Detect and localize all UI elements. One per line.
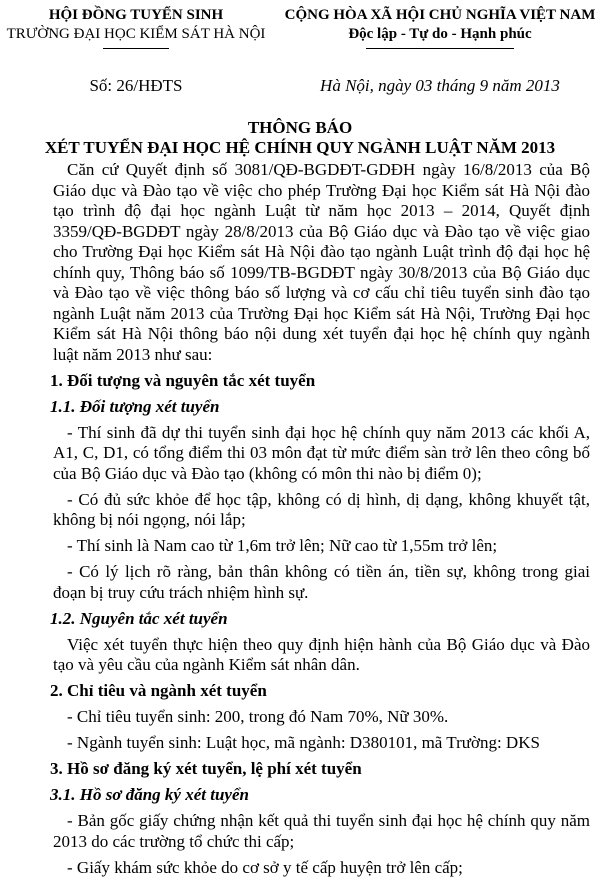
document-title xyxy=(0,118,600,158)
title-line-1: THÔNG BÁO xyxy=(247,118,353,137)
title-line-2: XÉT TUYỂN ĐẠI HỌC HỆ CHÍNH QUY NGÀNH LUẬT NĂM 2013 xyxy=(44,138,556,157)
section-1-2-paragraph: Việc xét tuyển thực hiện theo quy định hiện hành của Bộ Giáo dục và Đào tạo và yêu cầu của ngành Kiểm sát nhân dân. xyxy=(53,634,590,674)
list-item: - Bản gốc giấy chứng nhận kết quả thi tuyển sinh đại học hệ chính quy năm 2013 do các trường tổ chức thi cấp; xyxy=(53,811,590,851)
list-item: - Thí sinh là Nam cao từ 1,6m trở lên; Nữ cao từ 1,55m trở lên; xyxy=(67,536,498,555)
national-header xyxy=(282,6,598,49)
section-1-1-heading: 1.1. Đối tượng xét tuyển xyxy=(50,396,220,416)
list-item: - Giấy khám sức khỏe do cơ sở y tế cấp huyện trở lên cấp; xyxy=(67,857,463,877)
section-1-2-heading: 1.2. Nguyên tắc xét tuyển xyxy=(50,608,228,628)
section-2-heading: 2. Chỉ tiêu và ngành xét tuyển xyxy=(50,681,267,700)
list-item: - Có lý lịch rõ ràng, bản thân không có tiền án, tiền sự, không trong giai đoạn bị truy cứu trách nhiệm hình sự. xyxy=(53,562,590,602)
section-3-1-heading: 3.1. Hồ sơ đăng ký xét tuyển xyxy=(50,785,249,804)
issuer-council: HỘI ĐỒNG TUYỂN SINH xyxy=(48,7,224,23)
national-title: CỘNG HÒA XÃ HỘI CHỦ NGHĨA VIỆT NAM xyxy=(284,7,596,23)
list-item: - Có đủ sức khỏe để học tập, không có dị hình, dị dạng, không khuyết tật, không bị nói ngọng, nói lắp; xyxy=(53,489,590,529)
issuer-school: TRƯỜNG ĐẠI HỌC KIỂM SÁT HÀ NỘI xyxy=(6,26,266,42)
issuer-header xyxy=(4,6,268,49)
issuer-underline xyxy=(103,48,169,49)
list-item: - Ngành tuyển sinh: Luật học, mã ngành: D380101, mã Trường: DKS xyxy=(67,733,540,752)
place-date: Hà Nội, ngày 03 tháng 9 năm 2013 xyxy=(320,76,560,95)
section-1-heading: 1. Đối tượng và nguyên tắc xét tuyển xyxy=(50,370,316,390)
motto-underline xyxy=(366,48,514,49)
section-3-heading: 3. Hồ sơ đăng ký xét tuyển, lệ phí xét tuyển xyxy=(50,759,362,778)
document-number: Số: 26/HĐTS xyxy=(89,76,183,95)
document-body xyxy=(50,160,590,884)
list-item: - Chỉ tiêu tuyển sinh: 200, trong đó Nam 70%, Nữ 30%. xyxy=(67,707,449,726)
list-item: - Thí sinh đã dự thi tuyển sinh đại học hệ chính quy năm 2013 các khối A, A1, C, D1, có tổng điểm thi 03 môn đạt từ mức điểm sàn trở lên theo công bố của Bộ Giáo dục và Đào tạo (không có môn thi nào bị điểm 0); xyxy=(53,422,590,483)
national-motto: Độc lập - Tự do - Hạnh phúc xyxy=(348,26,532,42)
intro-paragraph: Căn cứ Quyết định số 3081/QĐ-BGDĐT-GDĐH ngày 16/8/2013 của Bộ Giáo dục và Đào tạo về việc cho phép Trường Đại học Kiểm sát Hà Nội đào tạo trình độ đại học ngành Luật từ năm học 2013 – 2014, Quyết định 3359/QĐ-BGDĐT ngày 28/8/2013 của Bộ Giáo dục và Đào tạo về việc giao cho Trường Đại học Kiểm sát Hà Nội đào tạo ngành Luật trình độ đại học hệ chính quy, Thông báo số 1099/TB-BGDĐT ngày 30/8/2013 của Bộ Giáo dục và Đào tạo về việc thông báo số lượng và cơ cấu chỉ tiêu tuyển sinh đào tạo ngành Luật năm 2013 của Trường Đại học Kiểm sát Hà Nội, Trường Đại học Kiểm sát Hà Nội thông báo nội dung xét tuyển đại học hệ chính quy ngành luật năm 2013 như sau: xyxy=(53,160,590,364)
